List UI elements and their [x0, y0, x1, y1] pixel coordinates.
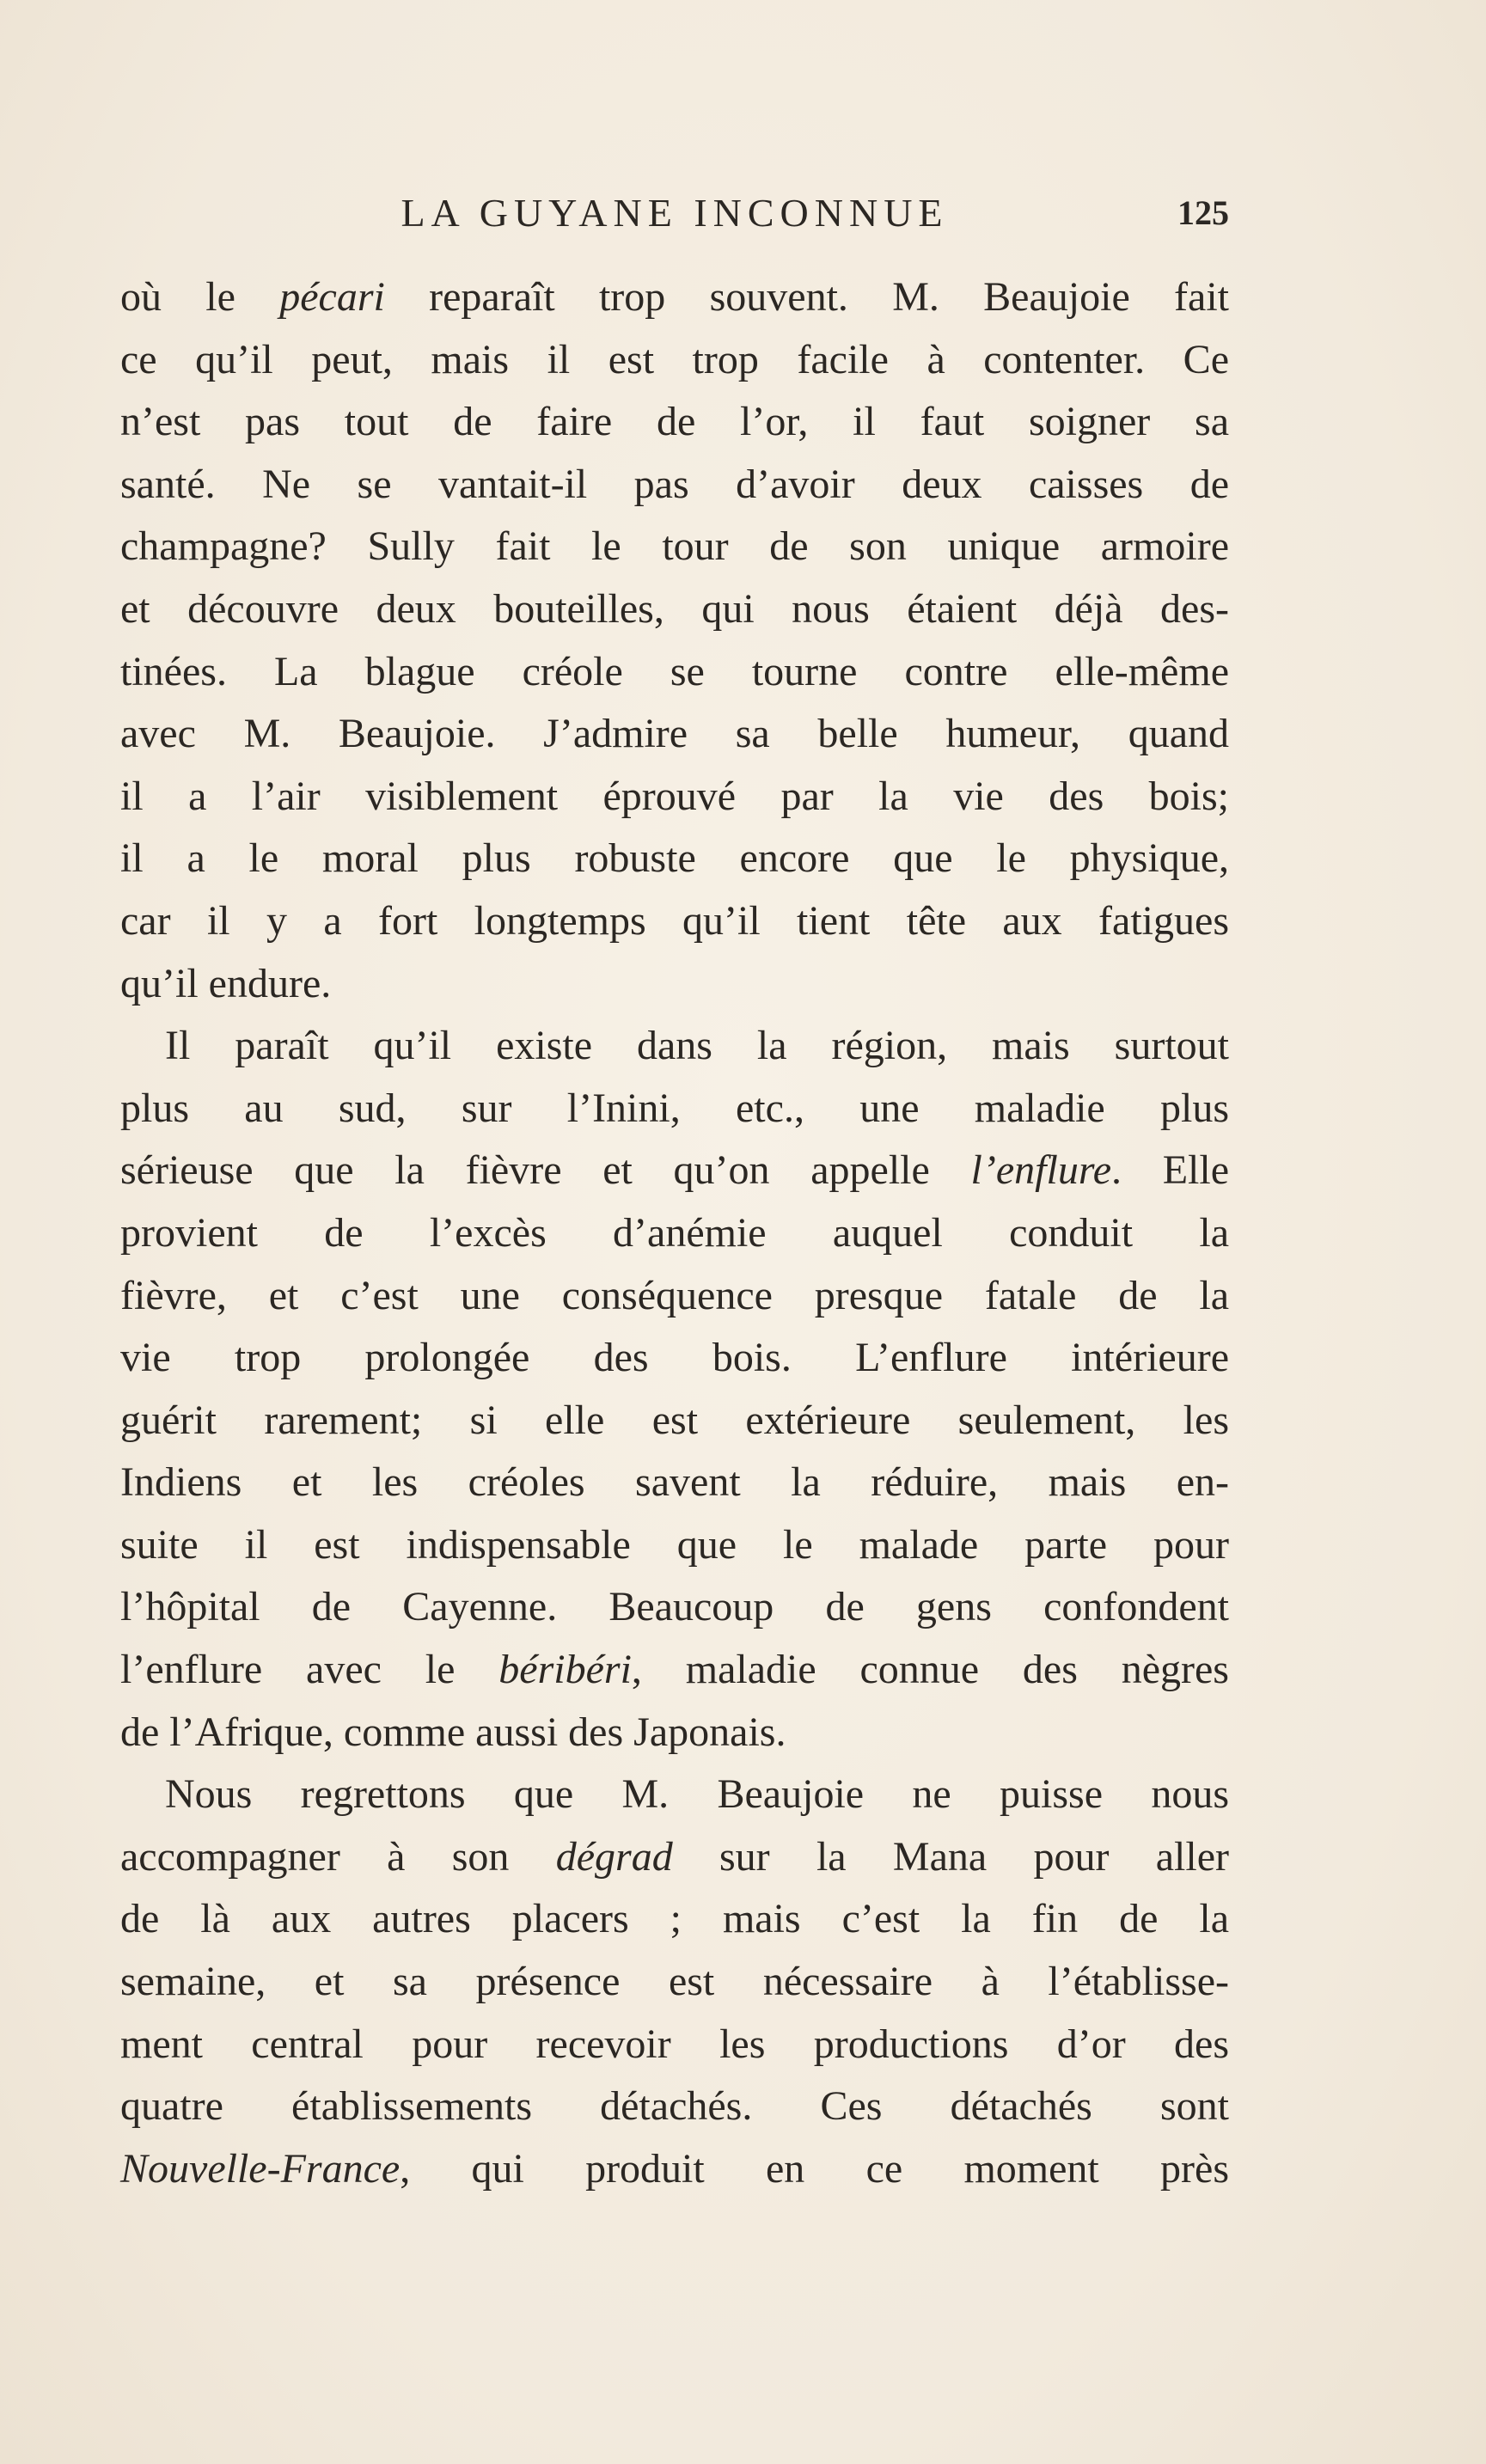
text-line [120, 1951, 1229, 2014]
text-run: suite il est indispensable que le malade parte pour [120, 1521, 1229, 1568]
text-line [120, 766, 1229, 828]
text-line [120, 1888, 1229, 1951]
text-run: car il y a fort longtemps qu’il tient tête aux fatigues [120, 897, 1229, 944]
text-line [120, 266, 1229, 329]
text-line [120, 1140, 1229, 1202]
text-run: guérit rarement; si elle est extérieure seulement, les [120, 1397, 1229, 1443]
text-line [120, 1576, 1229, 1639]
text-run: qu’il endure. [120, 960, 332, 1006]
text-line [120, 454, 1229, 517]
text-line [120, 1514, 1229, 1577]
text-run: tinées. La blague créole se tourne contre elle-même [120, 648, 1229, 694]
text-run: de l’Afrique, comme aussi des Japonais. [120, 1709, 786, 1755]
text-run: semaine, et sa présence est nécessaire à l’établisse- [120, 1959, 1229, 2005]
text-line [120, 1826, 1229, 1889]
text-line [120, 641, 1229, 704]
text-run: . Elle [1111, 1147, 1230, 1194]
text-line [120, 1265, 1229, 1328]
text-line [120, 329, 1229, 392]
italic-term: Nouvelle-France [120, 2145, 401, 2192]
text-line [120, 1639, 1229, 1702]
italic-term: pécari [279, 274, 385, 320]
text-run: Il paraît qu’il existe dans la région, mais surtout [165, 1023, 1229, 1069]
text-run: il a l’air visiblement éprouvé par la vie des bois; [120, 773, 1229, 819]
text-line [120, 1764, 1229, 1826]
running-title: LA GUYANE INCONNUE [401, 191, 949, 235]
text-run: champagne? Sully fait le tour de son unique armoire [120, 523, 1229, 570]
text-run: il a le moral plus robuste encore que le physique, [120, 835, 1229, 882]
text-run: Nous regrettons que M. Beaujoie ne puisse nous [165, 1771, 1229, 1818]
text-line [120, 2076, 1229, 2138]
text-run: ment central pour recevoir les productions d’or des [120, 2021, 1229, 2067]
text-line [120, 391, 1229, 454]
text-line [120, 703, 1229, 766]
text-line [120, 828, 1229, 890]
text-run: Indiens et les créoles savent la réduire, mais en- [120, 1459, 1229, 1506]
text-run: accompagner à son [120, 1833, 556, 1880]
text-run: quatre établissements détachés. Ces détachés sont [120, 2083, 1229, 2130]
text-line [120, 1702, 1229, 1764]
running-head [120, 187, 1229, 239]
italic-term: béribéri [498, 1647, 632, 1693]
text-line [120, 1202, 1229, 1265]
text-run: sérieuse que la fièvre et qu’on appelle [120, 1147, 971, 1194]
text-run: et découvre deux bouteilles, qui nous étaient déjà des- [120, 585, 1229, 632]
text-run: reparaît trop souvent. M. Beaujoie fait [384, 274, 1230, 320]
text-run: ce qu’il peut, mais il est trop facile à contenter. Ce [120, 336, 1229, 382]
text-run: où le [120, 274, 280, 320]
text-line [120, 890, 1229, 953]
italic-term: dégrad [555, 1833, 673, 1880]
text-run: santé. Ne se vantait-il pas d’avoir deux caisses de [120, 461, 1229, 507]
text-line [120, 1015, 1229, 1078]
text-run: fièvre, et c’est une conséquence presque fatale de la [120, 1272, 1229, 1318]
text-run: , qui produit en ce moment près [400, 2145, 1229, 2192]
text-line [120, 516, 1229, 578]
text-line [120, 1390, 1229, 1452]
text-run: vie trop prolongée des bois. L’enflure intérieure [120, 1335, 1229, 1381]
text-line [120, 2138, 1229, 2201]
italic-term: l’enflure [970, 1147, 1112, 1194]
body-text [120, 266, 1229, 2200]
text-line [120, 2014, 1229, 2076]
text-run: l’enflure avec le [120, 1647, 499, 1693]
page-number: 125 [1177, 193, 1229, 232]
text-line [120, 578, 1229, 641]
text-run: , maladie connue des nègres [631, 1647, 1229, 1693]
text-line [120, 1327, 1229, 1390]
text-line [120, 1452, 1229, 1514]
text-run: provient de l’excès d’anémie auquel conduit la [120, 1209, 1229, 1256]
text-run: l’hôpital de Cayenne. Beaucoup de gens confondent [120, 1584, 1229, 1630]
text-run: n’est pas tout de faire de l’or, il faut soigner sa [120, 399, 1229, 445]
text-run: sur la Mana pour aller [672, 1833, 1230, 1880]
text-run: plus au sud, sur l’Inini, etc., une maladie plus [120, 1085, 1229, 1131]
text-run: de là aux autres placers ; mais c’est la fin de la [120, 1896, 1229, 1942]
text-line [120, 953, 1229, 1016]
text-run: avec M. Beaujoie. J’admire sa belle humeur, quand [120, 711, 1229, 757]
text-line [120, 1078, 1229, 1140]
